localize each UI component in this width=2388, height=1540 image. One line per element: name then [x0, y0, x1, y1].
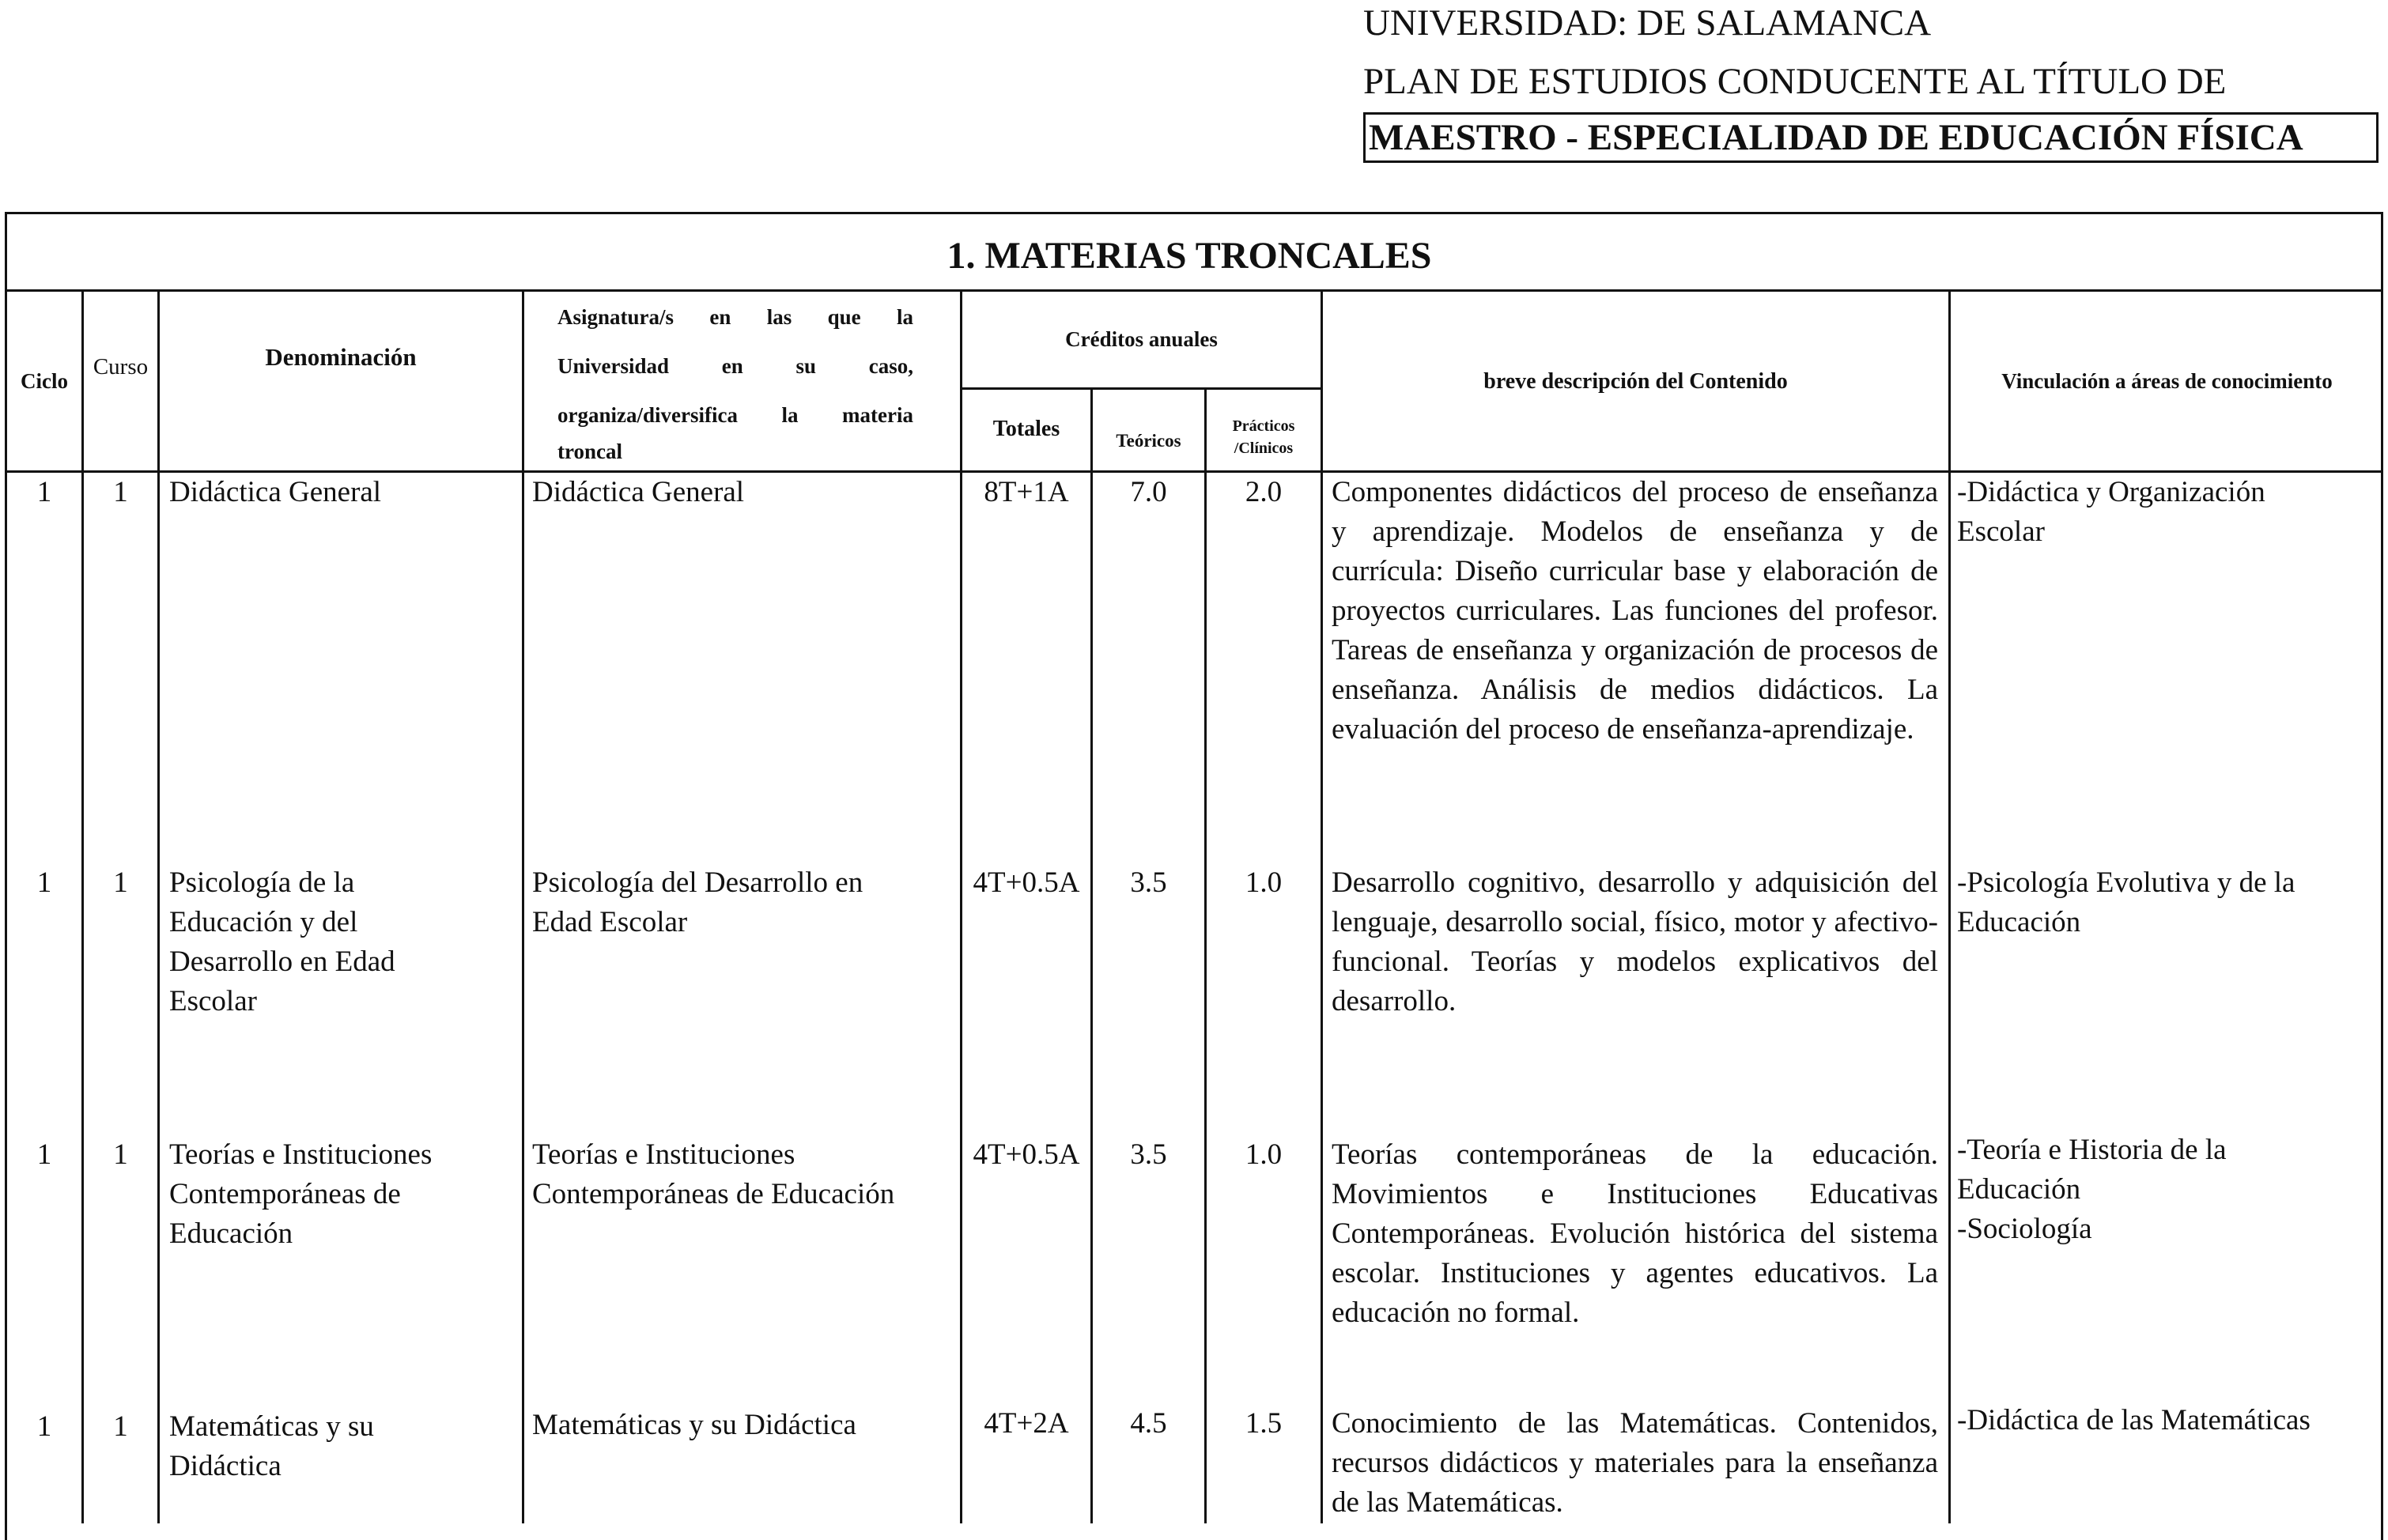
university-line: UNIVERSIDAD: DE SALAMANCA	[1363, 2, 1932, 43]
header-asignatura	[557, 293, 913, 463]
column-divider	[1204, 387, 1207, 1523]
header-teoricos: Teóricos	[1116, 430, 1181, 451]
cell-curso: 1	[113, 476, 128, 508]
cell-teoricos: 4.5	[1130, 1407, 1167, 1440]
column-divider	[1948, 289, 1951, 1523]
cell-asignatura: Didáctica General	[532, 476, 745, 508]
cell-totales: 4T+2A	[984, 1407, 1069, 1440]
cell-denominacion: Didáctica General	[169, 476, 382, 508]
section-title-rule	[5, 289, 2383, 292]
cell-vinculacion: -Teoría e Historia de la Educación -Sociología	[1957, 1134, 2227, 1245]
cell-totales: 8T+1A	[984, 476, 1069, 508]
cell-curso: 1	[113, 1410, 128, 1443]
cell-totales: 4T+0.5A	[973, 1138, 1080, 1171]
cell-denominacion: Matemáticas y su Didáctica	[169, 1410, 374, 1482]
section-title: 1. MATERIAS TRONCALES	[947, 235, 1432, 277]
cell-ciclo: 1	[36, 1410, 52, 1443]
cell-ciclo: 1	[36, 1138, 52, 1171]
cell-curso: 1	[113, 866, 128, 899]
column-divider	[522, 289, 524, 1523]
column-divider	[1321, 289, 1323, 1523]
cell-vinculacion: -Psicología Evolutiva y de la Educación	[1957, 866, 2295, 938]
cell-asignatura: Teorías e Instituciones Contemporáneas de Educación	[532, 1138, 895, 1210]
header-curso: Curso	[93, 354, 149, 379]
header-totales: Totales	[992, 417, 1060, 441]
header-creditos: Créditos anuales	[1065, 326, 1218, 351]
cell-denominacion: Psicología de la Educación y del Desarrollo en Edad Escolar	[169, 866, 395, 1017]
cell-denominacion: Teorías e Instituciones Contemporáneas de Educación	[169, 1138, 433, 1250]
header-asignatura-line: Asignatura/s en las que la	[557, 305, 913, 329]
header-denominacion: Denominación	[265, 343, 417, 371]
header-asignatura-line: troncal	[557, 440, 622, 463]
column-divider	[157, 289, 160, 1523]
cell-teoricos: 3.5	[1130, 866, 1167, 899]
degree-title: MAESTRO - ESPECIALIDAD DE EDUCACIÓN FÍSICA	[1363, 112, 2379, 163]
cell-descripcion: Desarrollo cognitivo, desarrollo y adquisición del lenguaje, desarrollo social, físico, motor y afectivo-funcional. Teorías y modelos explicativos del desarrollo.	[1332, 866, 1938, 1017]
header-asignatura-line: Universidad en su caso,	[557, 354, 913, 378]
header-practicos: Prácticos /Clínicos	[1232, 417, 1295, 457]
cell-ciclo: 1	[36, 866, 52, 899]
cell-asignatura: Matemáticas y su Didáctica	[532, 1409, 856, 1441]
cell-vinculacion: -Didáctica de las Matemáticas	[1957, 1404, 2311, 1436]
cell-descripcion: Componentes didácticos del proceso de enseñanza y aprendizaje. Modelos de enseñanza y de currícula: Diseño curricular base y elaboración de proyectos curriculares. Las funciones del profesor. Tareas de enseñanza y organización de procesos de enseñanza. Análisis de medios didácticos. La evaluación del proceso de enseñanza-aprendizaje.	[1332, 476, 1938, 745]
cell-descripcion: Teorías contemporáneas de la educación. Movimientos e Instituciones Educativas Contemporáneas. Evolución histórica del sistema escolar. Instituciones y agentes educativos. La educación no formal.	[1332, 1138, 1938, 1329]
cell-totales: 4T+0.5A	[973, 866, 1080, 899]
cell-ciclo: 1	[36, 476, 52, 508]
column-divider	[1090, 387, 1093, 1523]
header-ciclo: Ciclo	[21, 369, 68, 393]
cell-asignatura: Psicología del Desarrollo en Edad Escolar	[532, 866, 863, 938]
header-descripcion: breve descripción del Contenido	[1483, 368, 1788, 394]
cell-practicos: 1.0	[1245, 1138, 1283, 1171]
cell-practicos: 2.0	[1245, 476, 1283, 508]
cell-practicos: 1.5	[1245, 1407, 1283, 1440]
cell-teoricos: 3.5	[1130, 1138, 1167, 1171]
cell-teoricos: 7.0	[1130, 476, 1167, 508]
header-asignatura-line: organiza/diversifica la materia	[557, 403, 913, 427]
cell-curso: 1	[113, 1138, 128, 1171]
cell-vinculacion: -Didáctica y Organización Escolar	[1957, 476, 2265, 548]
cell-practicos: 1.0	[1245, 866, 1283, 899]
cell-descripcion: Conocimiento de las Matemáticas. Contenidos, recursos didácticos y materiales para la enseñanza de las Matemáticas.	[1332, 1407, 1938, 1519]
plan-line: PLAN DE ESTUDIOS CONDUCENTE AL TÍTULO DE	[1363, 61, 2227, 102]
header-vinculacion: Vinculación a áreas de conocimiento	[2001, 369, 2333, 393]
